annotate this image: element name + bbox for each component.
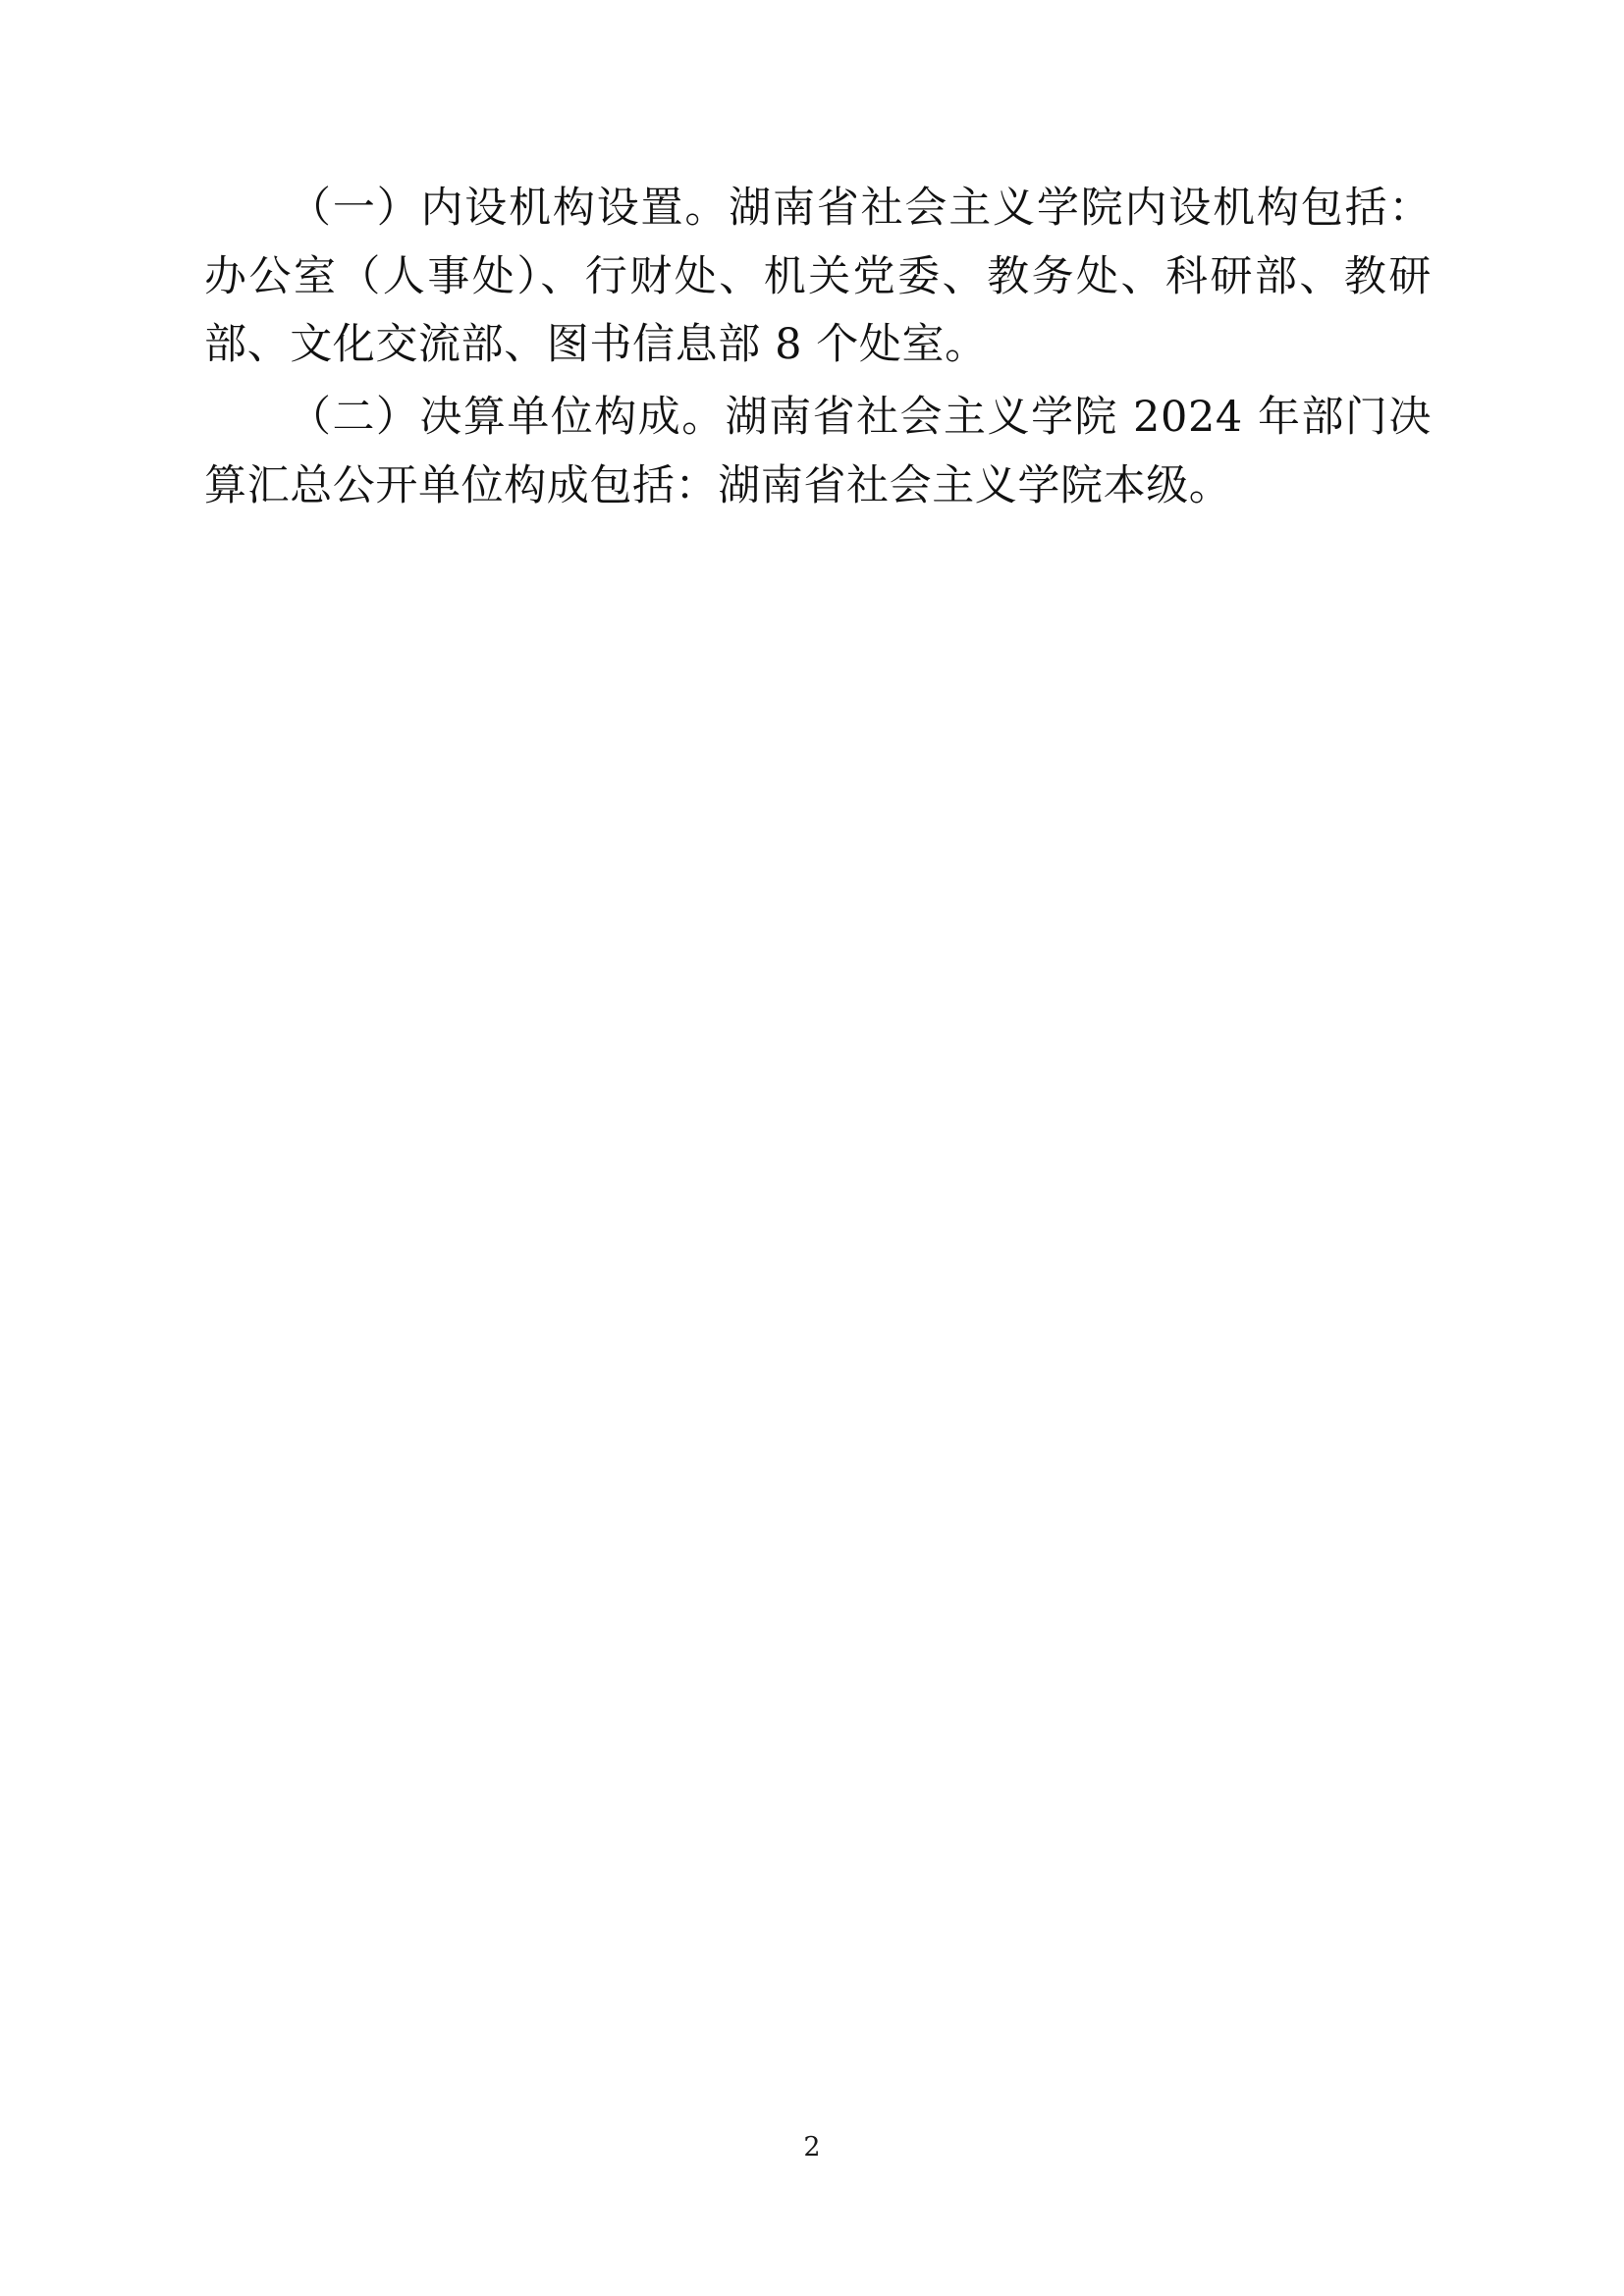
paragraph-internal-organizations: （一）内设机构设置。湖南省社会主义学院内设机构包括：办公室（人事处）、行财处、机关党委、教务处、科研部、教研部、文化交流部、图书信息部 8 个处室。 [204,184,1432,370]
paragraph-settlement-units: （二）决算单位构成。湖南省社会主义学院 2024 年部门决算汇总公开单位构成包括：湖南省社会主义学院本级。 [204,392,1432,510]
document-body [204,175,1432,524]
page-number: 2 [803,2132,821,2163]
